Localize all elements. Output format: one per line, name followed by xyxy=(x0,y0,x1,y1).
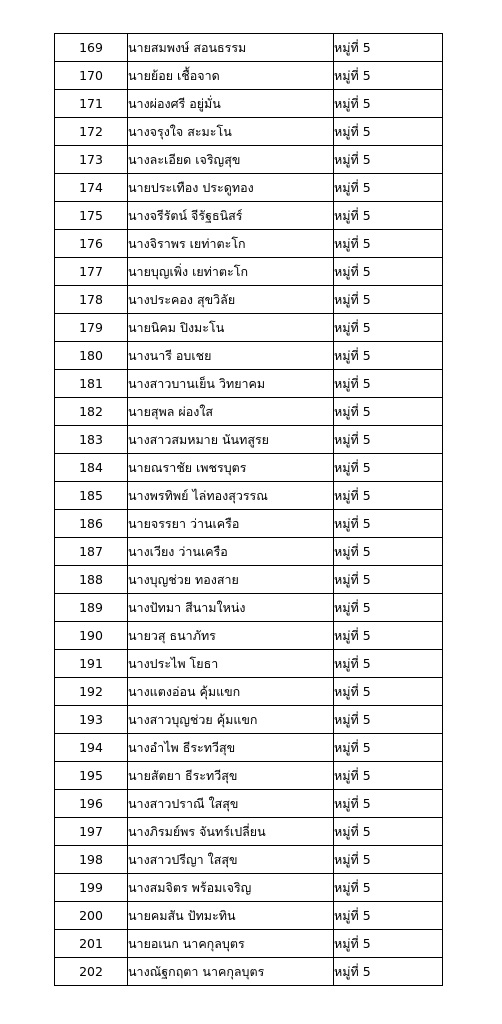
table-row xyxy=(55,202,443,230)
table-row xyxy=(55,958,443,986)
person-name-cell: นายวสุ ธนาภัทร xyxy=(128,622,334,650)
village-cell: หมู่ที่ 5 xyxy=(334,958,443,986)
row-number-cell: 185 xyxy=(55,482,128,510)
table-row xyxy=(55,314,443,342)
village-cell: หมู่ที่ 5 xyxy=(334,538,443,566)
table-row xyxy=(55,230,443,258)
table-row xyxy=(55,398,443,426)
village-cell: หมู่ที่ 5 xyxy=(334,146,443,174)
person-name-cell: นางจรีรัตน์ จีรัฐธนิสร์ xyxy=(128,202,334,230)
person-name-cell: นางเวียง ว่านเครือ xyxy=(128,538,334,566)
person-name-cell: นางประคอง สุขวิลัย xyxy=(128,286,334,314)
village-cell: หมู่ที่ 5 xyxy=(334,706,443,734)
row-number-cell: 176 xyxy=(55,230,128,258)
village-cell: หมู่ที่ 5 xyxy=(334,734,443,762)
person-name-cell: นางพรทิพย์ ไล่ทองสุวรรณ xyxy=(128,482,334,510)
table-row xyxy=(55,818,443,846)
village-cell: หมู่ที่ 5 xyxy=(334,174,443,202)
table-row xyxy=(55,678,443,706)
village-cell: หมู่ที่ 5 xyxy=(334,622,443,650)
village-cell: หมู่ที่ 5 xyxy=(334,482,443,510)
person-name-cell: นายคมสัน ปัทมะทิน xyxy=(128,902,334,930)
row-number-cell: 197 xyxy=(55,818,128,846)
person-name-cell: นายณราชัย เพชรบุตร xyxy=(128,454,334,482)
row-number-cell: 178 xyxy=(55,286,128,314)
person-name-cell: นางภิรมย์พร จันทร์เปลี่ยน xyxy=(128,818,334,846)
row-number-cell: 177 xyxy=(55,258,128,286)
table-row xyxy=(55,762,443,790)
village-cell: หมู่ที่ 5 xyxy=(334,118,443,146)
person-name-cell: นายสัตยา ธีระทวีสุข xyxy=(128,762,334,790)
village-cell: หมู่ที่ 5 xyxy=(334,342,443,370)
row-number-cell: 184 xyxy=(55,454,128,482)
village-cell: หมู่ที่ 5 xyxy=(334,454,443,482)
village-cell: หมู่ที่ 5 xyxy=(334,594,443,622)
row-number-cell: 192 xyxy=(55,678,128,706)
row-number-cell: 195 xyxy=(55,762,128,790)
table-row xyxy=(55,146,443,174)
table-row xyxy=(55,258,443,286)
village-cell: หมู่ที่ 5 xyxy=(334,818,443,846)
person-name-cell: นางสาวปรีญา ใสสุข xyxy=(128,846,334,874)
village-cell: หมู่ที่ 5 xyxy=(334,874,443,902)
person-name-cell: นายประเทือง ประดูทอง xyxy=(128,174,334,202)
table-row xyxy=(55,370,443,398)
row-number-cell: 173 xyxy=(55,146,128,174)
village-cell: หมู่ที่ 5 xyxy=(334,566,443,594)
person-name-cell: นายบุญเพิ่ง เยท่าตะโก xyxy=(128,258,334,286)
table-row xyxy=(55,286,443,314)
table-row xyxy=(55,538,443,566)
table-row xyxy=(55,846,443,874)
village-cell: หมู่ที่ 5 xyxy=(334,62,443,90)
row-number-cell: 202 xyxy=(55,958,128,986)
person-name-cell: นางละเอียด เจริญสุข xyxy=(128,146,334,174)
person-name-cell: นายนิคม ปิงมะโน xyxy=(128,314,334,342)
person-name-cell: นางสมจิตร พร้อมเจริญ xyxy=(128,874,334,902)
table-row xyxy=(55,510,443,538)
row-number-cell: 180 xyxy=(55,342,128,370)
person-name-cell: นางสาวบานเย็น วิทยาคม xyxy=(128,370,334,398)
village-cell: หมู่ที่ 5 xyxy=(334,678,443,706)
table-row xyxy=(55,62,443,90)
person-name-cell: นางประไพ โยธา xyxy=(128,650,334,678)
row-number-cell: 189 xyxy=(55,594,128,622)
table-row xyxy=(55,902,443,930)
person-name-cell: นางปัทมา สีนามใหน่ง xyxy=(128,594,334,622)
village-cell: หมู่ที่ 5 xyxy=(334,846,443,874)
village-cell: หมู่ที่ 5 xyxy=(334,34,443,62)
row-number-cell: 171 xyxy=(55,90,128,118)
village-cell: หมู่ที่ 5 xyxy=(334,510,443,538)
person-name-cell: นางแตงอ่อน คุ้มแขก xyxy=(128,678,334,706)
row-number-cell: 182 xyxy=(55,398,128,426)
row-number-cell: 174 xyxy=(55,174,128,202)
row-number-cell: 191 xyxy=(55,650,128,678)
table-row xyxy=(55,342,443,370)
village-cell: หมู่ที่ 5 xyxy=(334,398,443,426)
person-name-cell: นายอเนก นาคกุลบุตร xyxy=(128,930,334,958)
table-row xyxy=(55,874,443,902)
table-row xyxy=(55,734,443,762)
row-number-cell: 181 xyxy=(55,370,128,398)
village-cell: หมู่ที่ 5 xyxy=(334,314,443,342)
row-number-cell: 198 xyxy=(55,846,128,874)
table-row xyxy=(55,118,443,146)
row-number-cell: 186 xyxy=(55,510,128,538)
person-name-cell: นางจรุงใจ สะมะโน xyxy=(128,118,334,146)
row-number-cell: 169 xyxy=(55,34,128,62)
table-row xyxy=(55,34,443,62)
row-number-cell: 199 xyxy=(55,874,128,902)
table-row xyxy=(55,454,443,482)
village-cell: หมู่ที่ 5 xyxy=(334,370,443,398)
person-name-cell: นายย้อย เชื้อจาด xyxy=(128,62,334,90)
table-row xyxy=(55,790,443,818)
row-number-cell: 200 xyxy=(55,902,128,930)
row-number-cell: 175 xyxy=(55,202,128,230)
village-cell: หมู่ที่ 5 xyxy=(334,258,443,286)
person-name-cell: นางณัฐกฤตา นาคกุลบุตร xyxy=(128,958,334,986)
row-number-cell: 188 xyxy=(55,566,128,594)
row-number-cell: 187 xyxy=(55,538,128,566)
village-cell: หมู่ที่ 5 xyxy=(334,230,443,258)
table-row xyxy=(55,482,443,510)
roster-table-body xyxy=(55,34,443,986)
village-cell: หมู่ที่ 5 xyxy=(334,90,443,118)
village-cell: หมู่ที่ 5 xyxy=(334,650,443,678)
row-number-cell: 172 xyxy=(55,118,128,146)
person-name-cell: นางอำไพ ธีระทวีสุข xyxy=(128,734,334,762)
village-cell: หมู่ที่ 5 xyxy=(334,762,443,790)
row-number-cell: 193 xyxy=(55,706,128,734)
row-number-cell: 190 xyxy=(55,622,128,650)
row-number-cell: 179 xyxy=(55,314,128,342)
table-row xyxy=(55,566,443,594)
person-name-cell: นางนารี อบเชย xyxy=(128,342,334,370)
table-row xyxy=(55,90,443,118)
village-cell: หมู่ที่ 5 xyxy=(334,426,443,454)
village-cell: หมู่ที่ 5 xyxy=(334,930,443,958)
roster-table xyxy=(54,33,443,986)
person-name-cell: นายสมพงษ์ สอนธรรม xyxy=(128,34,334,62)
table-row xyxy=(55,174,443,202)
village-cell: หมู่ที่ 5 xyxy=(334,790,443,818)
person-name-cell: นางสาวปราณี ใสสุข xyxy=(128,790,334,818)
person-name-cell: นางจิราพร เยท่าตะโก xyxy=(128,230,334,258)
table-row xyxy=(55,594,443,622)
row-number-cell: 201 xyxy=(55,930,128,958)
row-number-cell: 196 xyxy=(55,790,128,818)
table-row xyxy=(55,426,443,454)
table-row xyxy=(55,930,443,958)
village-cell: หมู่ที่ 5 xyxy=(334,202,443,230)
person-name-cell: นางสาวสมหมาย นันทสูรย xyxy=(128,426,334,454)
person-name-cell: นายสุพล ผ่องใส xyxy=(128,398,334,426)
village-cell: หมู่ที่ 5 xyxy=(334,286,443,314)
row-number-cell: 170 xyxy=(55,62,128,90)
row-number-cell: 183 xyxy=(55,426,128,454)
row-number-cell: 194 xyxy=(55,734,128,762)
table-row xyxy=(55,706,443,734)
person-name-cell: นายจรรยา ว่านเครือ xyxy=(128,510,334,538)
table-row xyxy=(55,622,443,650)
table-row xyxy=(55,650,443,678)
village-cell: หมู่ที่ 5 xyxy=(334,902,443,930)
person-name-cell: นางบุญช่วย ทองสาย xyxy=(128,566,334,594)
person-name-cell: นางผ่องศรี อยู่มั่น xyxy=(128,90,334,118)
person-name-cell: นางสาวบุญช่วย คุ้มแขก xyxy=(128,706,334,734)
